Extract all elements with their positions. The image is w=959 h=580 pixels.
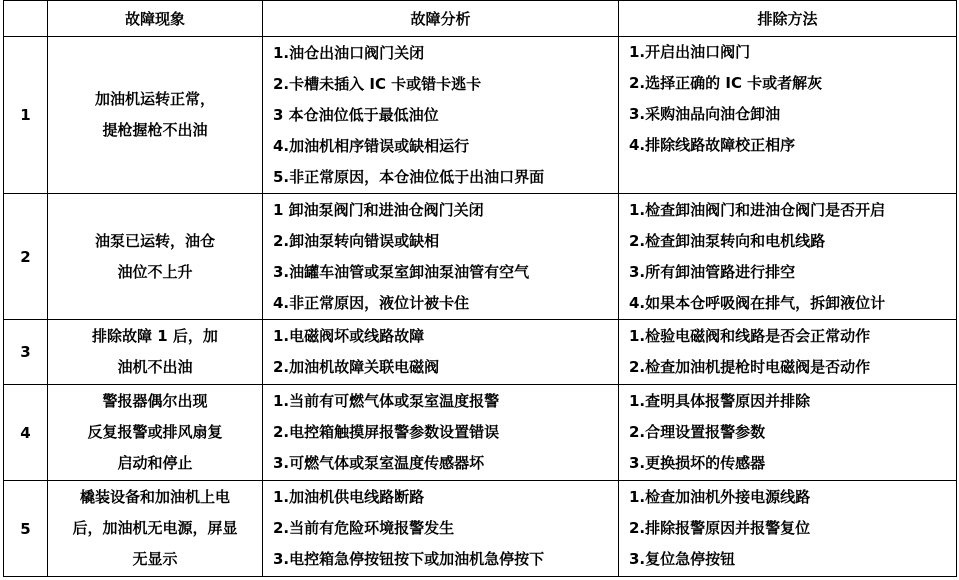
- analysis-item: 1.当前有可燃气体或泵室温度报警: [273, 392, 500, 410]
- phenomenon-line: 提枪握枪不出油: [102, 121, 208, 139]
- analysis-item: 3.可燃气体或泵室温度传感器坏: [273, 454, 485, 472]
- solution-item: 4.如果本仓呼吸阀在排气，拆卸液位计: [629, 293, 886, 312]
- solution-item: 1.检验电磁阀和线路是否会正常动作: [629, 327, 871, 345]
- analysis-cell: [263, 385, 619, 481]
- solution-item: 2.检查卸油泵转向和电机线路: [629, 231, 826, 250]
- solution-item: 3.采购油品向油仓卸油: [629, 105, 781, 123]
- table-row: [4, 320, 957, 385]
- analysis-item: 1.油仓出油口阀门关闭: [273, 43, 425, 62]
- analysis-item: 2.电控箱触摸屏报警参数设置错误: [273, 423, 500, 441]
- table-row: [4, 481, 957, 577]
- phenomenon-line: 加油机运转正常，: [94, 90, 215, 108]
- solution-cell: [619, 481, 957, 577]
- solution-item: 1.开启出油口阀门: [629, 43, 751, 61]
- solution-cell: [619, 320, 957, 385]
- solution-item: 1.检查卸油阀门和进油仓阀门是否开启: [629, 200, 886, 219]
- phenomenon-line: 排除故障 1 后，加: [92, 327, 218, 345]
- solution-item: 2.排除报警原因并报警复位: [629, 519, 811, 537]
- phenomenon-cell: [48, 481, 263, 577]
- analysis-item: 3.油罐车油管或泵室卸油泵油管有空气: [273, 262, 530, 281]
- solution-item: 1.查明具体报警原因并排除: [629, 392, 811, 410]
- header-phenomenon: 故障现象: [48, 1, 263, 37]
- analysis-cell: [263, 37, 619, 194]
- solution-item: 3.更换损坏的传感器: [629, 454, 766, 472]
- analysis-item: 2.卡槽未插入 IC 卡或错卡逃卡: [273, 74, 482, 93]
- analysis-item: 2.加油机故障关联电磁阀: [273, 358, 440, 376]
- solution-item: 4.排除线路故障校正相序: [629, 136, 796, 154]
- phenomenon-line: 反复报警或排风扇复: [87, 423, 223, 441]
- solution-item: 1.检查加油机外接电源线路: [629, 488, 811, 506]
- phenomenon-line: 无显示: [132, 550, 178, 568]
- analysis-item: 2.当前有危险环境报警发生: [273, 519, 455, 537]
- phenomenon-line: 启动和停止: [117, 454, 193, 472]
- analysis-item: 3.电控箱急停按钮按下或加油机急停按下: [273, 550, 545, 568]
- solution-item: 2.检查加油机提枪时电磁阀是否动作: [629, 358, 871, 376]
- analysis-item: 2.卸油泵转向错误或缺相: [273, 231, 440, 250]
- phenomenon-line: 后，加油机无电源，屏显: [72, 519, 238, 537]
- solution-cell: [619, 37, 957, 194]
- row-number: 1: [4, 37, 48, 194]
- solution-cell: [619, 385, 957, 481]
- analysis-item: 1.电磁阀坏或线路故障: [273, 327, 425, 345]
- phenomenon-line: 油机不出油: [117, 358, 193, 376]
- header-num-cell: [4, 1, 48, 37]
- header-row: [4, 1, 957, 37]
- analysis-item: 1 卸油泵阀门和进油仓阀门关闭: [273, 200, 484, 219]
- solution-cell: [619, 194, 957, 320]
- row-number: 3: [4, 320, 48, 385]
- solution-item: 3.复位急停按钮: [629, 550, 736, 568]
- table-row: [4, 37, 957, 194]
- phenomenon-line: 警报器偶尔出现: [102, 392, 208, 410]
- fault-table: [3, 0, 957, 577]
- analysis-item: 4.加油机相序错误或缺相运行: [273, 136, 470, 155]
- analysis-item: 1.加油机供电线路断路: [273, 488, 425, 506]
- solution-item: 3.所有卸油管路进行排空: [629, 262, 796, 281]
- row-number: 4: [4, 385, 48, 481]
- phenomenon-cell: [48, 37, 263, 194]
- analysis-cell: [263, 194, 619, 320]
- row-number: 5: [4, 481, 48, 577]
- analysis-item: 4.非正常原因，液位计被卡住: [273, 293, 470, 312]
- row-number: 2: [4, 194, 48, 320]
- solution-item: 2.选择正确的 IC 卡或者解灰: [629, 74, 823, 92]
- solution-item: 2.合理设置报警参数: [629, 423, 766, 441]
- table-row: [4, 194, 957, 320]
- phenomenon-cell: [48, 385, 263, 481]
- header-solution: 排除方法: [619, 1, 957, 37]
- analysis-cell: [263, 320, 619, 385]
- table-row: [4, 385, 957, 481]
- analysis-cell: [263, 481, 619, 577]
- phenomenon-line: 橇装设备和加油机上电: [79, 488, 230, 506]
- phenomenon-cell: [48, 320, 263, 385]
- phenomenon-line: 油泵已运转，油仓: [94, 231, 215, 250]
- analysis-item: 3 本仓油位低于最低油位: [273, 105, 439, 124]
- phenomenon-line: 油位不上升: [117, 262, 193, 281]
- analysis-item: 5.非正常原因，本仓油位低于出油口界面: [273, 167, 545, 186]
- header-analysis: 故障分析: [263, 1, 619, 37]
- phenomenon-cell: [48, 194, 263, 320]
